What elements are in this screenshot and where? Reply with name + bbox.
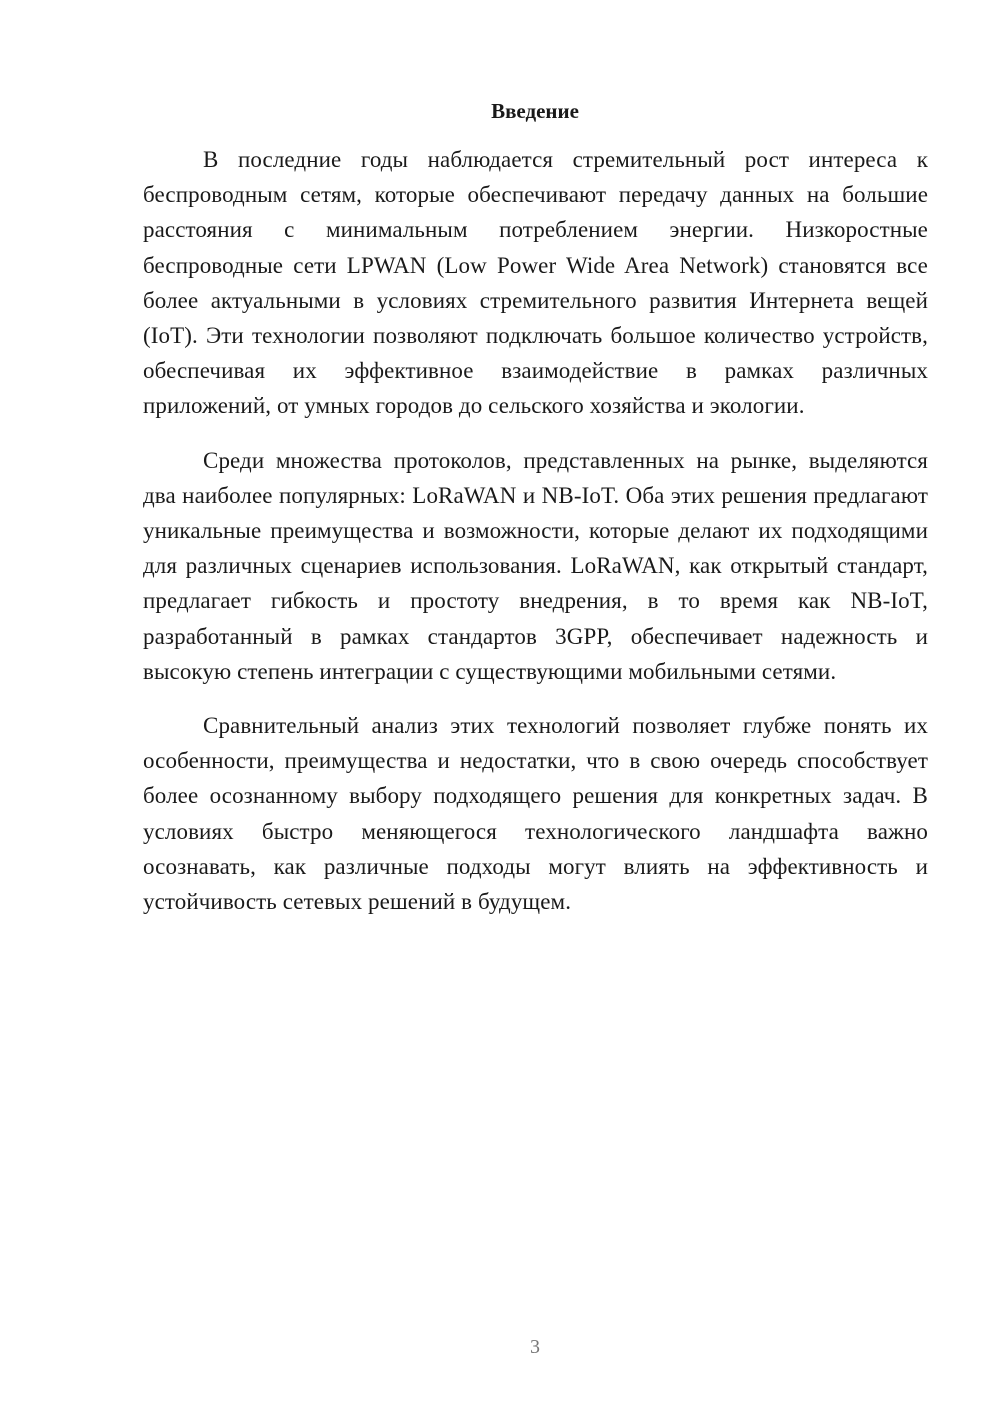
section-heading: Введение (491, 99, 579, 123)
document-body (143, 142, 928, 938)
paragraph-2: Среди множества протоколов, представленных на рынке, выделяются два наиболее популярных: LoRaWAN и NB-IoT. Оба этих решения предлагают уникальные преимущества и возможности, которые делают их подходящими для различных сценариев использования. LoRaWAN, как открытый стандарт, предлагает гибкость и простоту внедрения, в то время как NB-IoT, разработанный в рамках стандартов 3GPP, обеспечивает надежность и высокую степень интеграции с существующими мобильными сетями. (143, 447, 928, 684)
paragraph-1: В последние годы наблюдается стремительный рост интереса к беспроводным сетям, которые обеспечивают передачу данных на большие расстояния с минимальным потреблением энергии. Низкоростные беспроводные сети LPWAN (Low Power Wide Area Network) становятся все более актуальными в условиях стремительного развития Интернета вещей (IoT). Эти технологии позволяют подключать большое количество устройств, обеспечивая их эффективное взаимодействие в рамках различных приложений, от умных городов до сельского хозяйства и экологии. (143, 147, 928, 419)
paragraph-3: Сравнительный анализ этих технологий позволяет глубже понять их особенности, преимущества и недостатки, что в свою очередь способствует более осознанному выбору подходящего решения для конкретных задач. В условиях быстро меняющегося технологического ландшафта важно осознавать, как различные подходы могут влиять на эффективность и устойчивость сетевых решений в будущем. (143, 713, 928, 915)
page-number: 3 (530, 1336, 540, 1358)
